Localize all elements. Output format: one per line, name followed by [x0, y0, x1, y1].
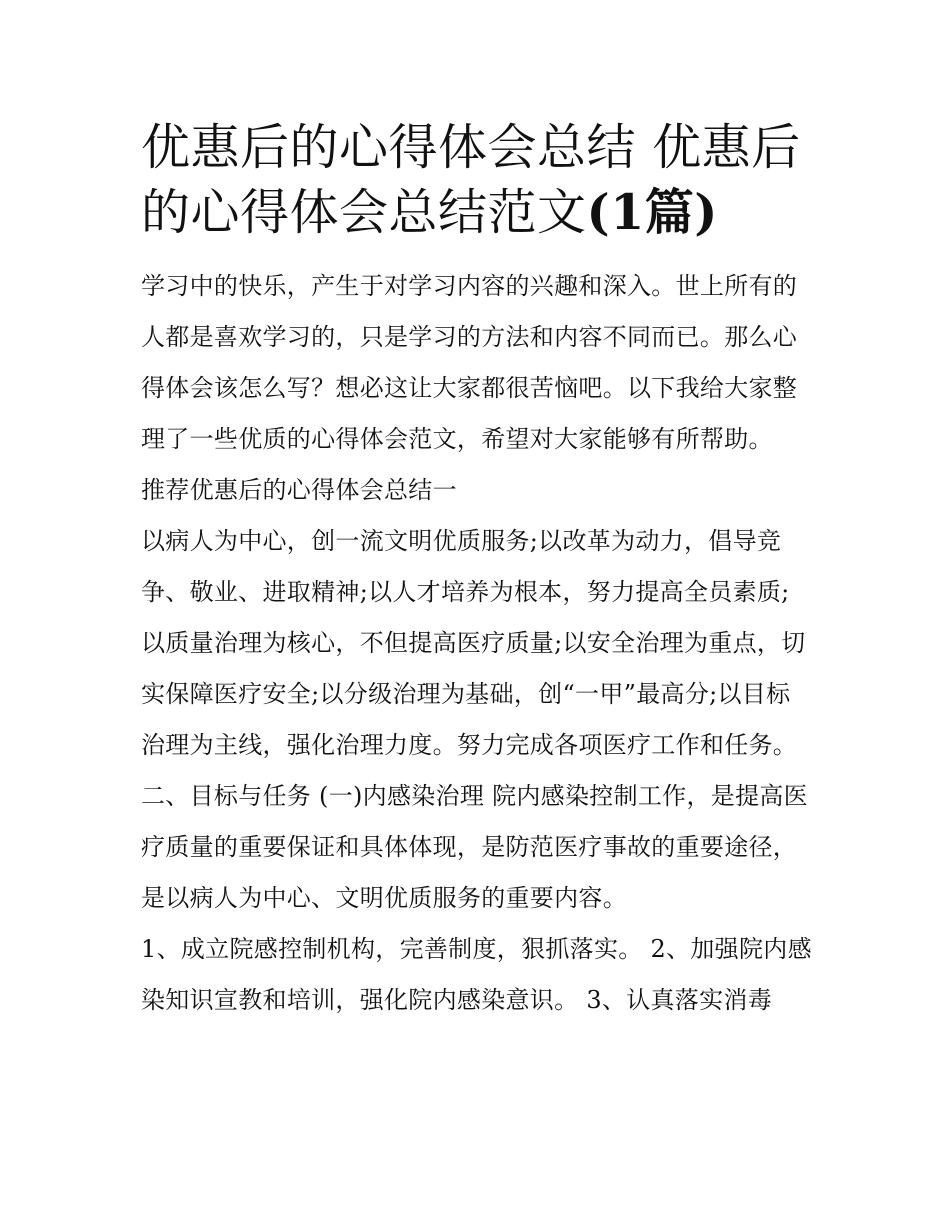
body-paragraph: 以病人为中心，创一流文明优质服务;以改革为动力，倡导竞争、敬业、进取精神;以人才培养为根本，努力提高全员素质;以质量治理为核心，不但提高医疗质量;以安全治理为重点，切实保障医疗安全;以分级治理为基础，创“一甲”最高分;以目标治理为主线，强化治理力度。努力完成各项医疗工作和任务。 [141, 527, 806, 759]
body-paragraph: 二、目标与任务 (一)内感染治理 院内感染控制工作，是提高医疗质量的重要保证和具体体现，是防范医疗事故的重要途径，是以病人为中心、文明优质服务的重要内容。 [141, 782, 808, 912]
intro-paragraph: 学习中的快乐，产生于对学习内容的兴趣和深入。世上所有的人都是喜欢学习的，只是学习的方法和内容不同而已。那么心得体会该怎么写？想必这让大家都很苦恼吧。以下我给大家整理了一些优质的心得体会范文，希望对大家能够有所帮助。 [141, 272, 798, 453]
document-page [141, 116, 813, 1026]
title-suffix-text: (1篇) [586, 183, 718, 241]
document-body [141, 261, 813, 1026]
title-main-text: 优惠后的心得体会总结 优惠后的心得体会总结范文 [141, 119, 801, 241]
body-paragraph: 1、成立院感控制机构，完善制度，狠抓落实。 2、加强院内感染知识宣教和培训，强化院内感染意识。 3、认真落实消毒 [141, 935, 812, 1014]
section-heading: 推荐优惠后的心得体会总结一 [141, 476, 457, 504]
document-title [141, 116, 813, 245]
